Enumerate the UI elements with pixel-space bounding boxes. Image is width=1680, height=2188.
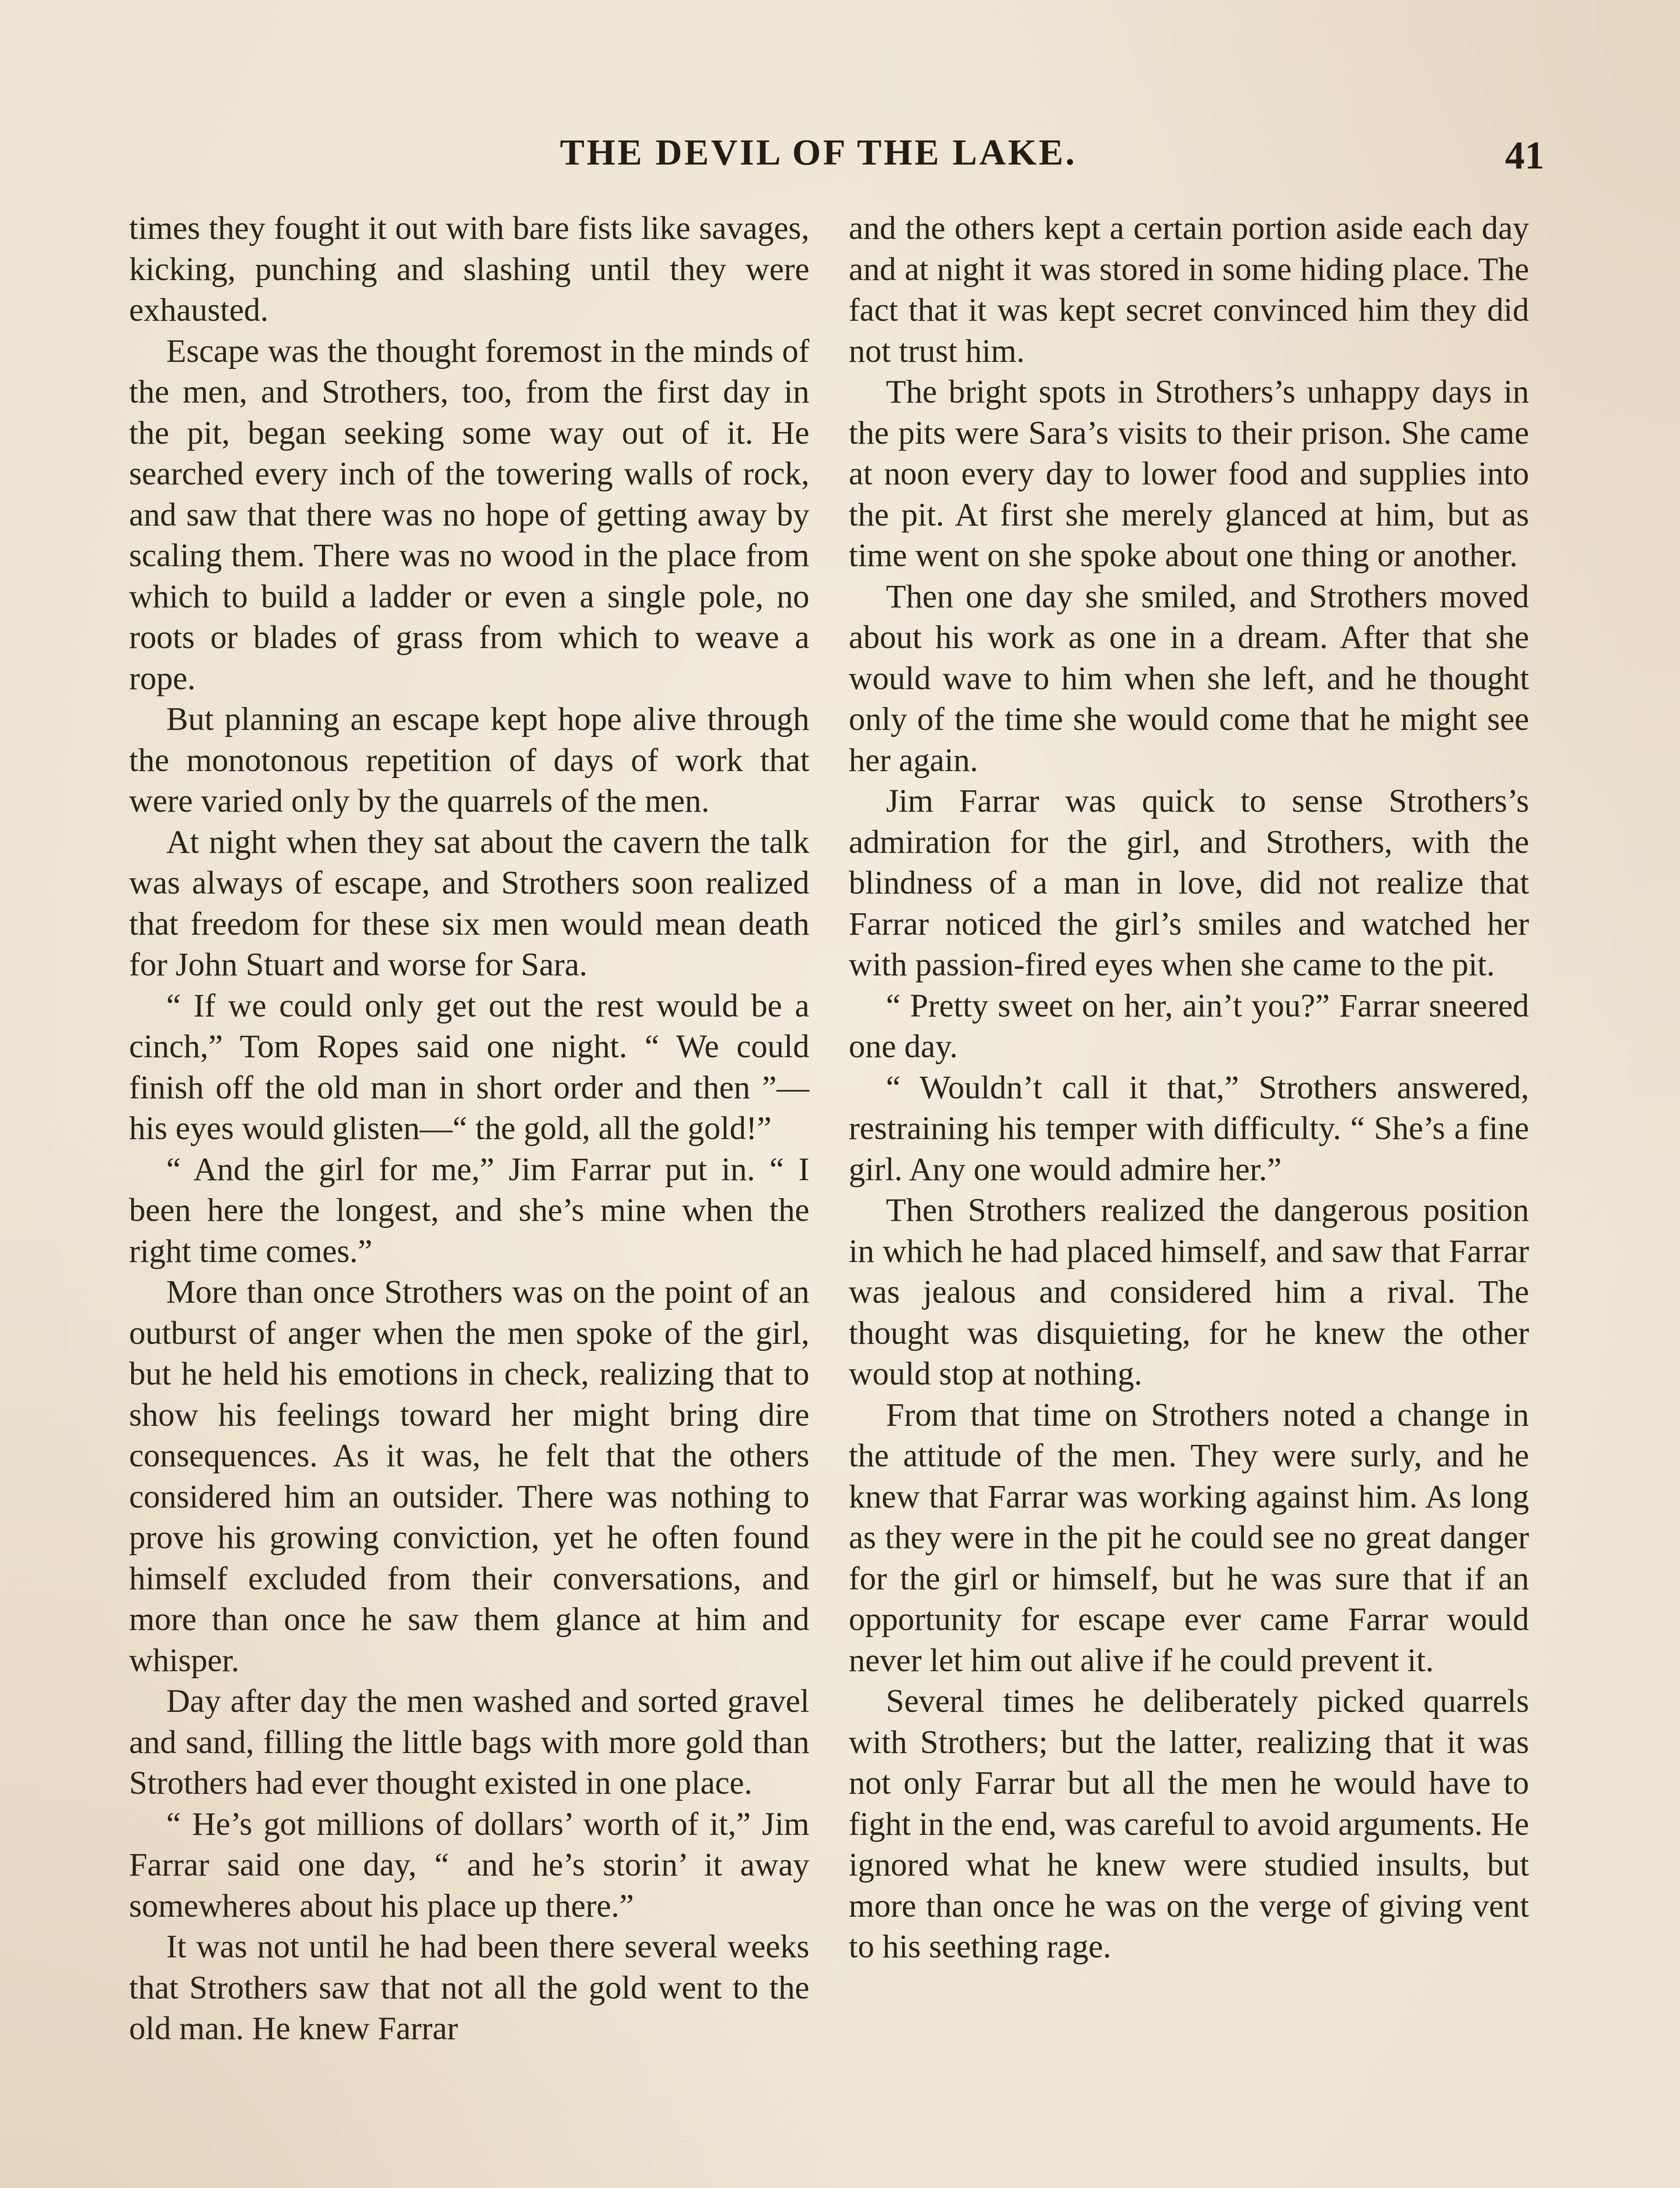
paragraph: Then Strothers realized the dangerous position in which he had placed himself, and saw that Farrar was jealous and considered him a rival. The thought was disquieting, for he knew the other would stop at nothing. xyxy=(849,1192,1529,1392)
paragraph: “ He’s got millions of dollars’ worth of it,” Jim Farrar said one day, “ and he’s storin’ it away somewheres about his place up there.” xyxy=(129,1806,809,1924)
paragraph: “ And the girl for me,” Jim Farrar put in. “ I been here the longest, and she’s mine when the right time comes.” xyxy=(129,1151,809,1269)
paragraph: The bright spots in Strothers’s unhappy days in the pits were Sara’s visits to their prison. She came at noon every day to lower food and supplies into the pit. At first she merely glanced at him, but as time went on she spoke about one thing or another. xyxy=(849,374,1529,574)
paragraph: It was not until he had been there several weeks that Strothers saw that not all the gold went to the old man. He knew Farrar xyxy=(129,1929,809,2047)
left-column xyxy=(129,208,809,2049)
paragraph: Several times he deliberately picked quarrels with Strothers; but the latter, realizing that it was not only Farrar but all the men he would have to fight in the end, was careful to avoid arguments. He ignored what he knew were studied insults, but more than once he was on the verge of giving vent to his seething rage. xyxy=(849,1683,1529,1965)
paragraph: and the others kept a certain portion aside each day and at night it was stored in some hiding place. The fact that it was kept secret convinced him they did not trust him. xyxy=(849,210,1529,369)
paragraph: Jim Farrar was quick to sense Strothers’s admiration for the girl, and Strothers, with the blindness of a man in love, did not realize that Farrar noticed the girl’s smiles and watched her with passion-fired eyes when she came to the pit. xyxy=(849,783,1529,983)
running-title: THE DEVIL OF THE LAKE. xyxy=(560,132,1077,173)
paragraph: At night when they sat about the cavern the talk was always of escape, and Strothers soon realized that freedom for these six men would mean death for John Stuart and worse for Sara. xyxy=(129,824,809,983)
paragraph: But planning an escape kept hope alive through the monotonous repetition of days of work that were varied only by the quarrels of the men. xyxy=(129,701,809,819)
paragraph: “ If we could only get out the rest would be a cinch,” Tom Ropes said one night. “ We could finish off the old man in short order and then ”—his eyes would glisten—“ the gold, all the gold!” xyxy=(129,987,809,1147)
paragraph: More than once Strothers was on the point of an outburst of anger when the men spoke of the girl, but he held his emotions in check, realizing that to show his feelings toward her might bring dire consequences. As it was, he felt that the others considered him an outsider. There was nothing to prove his growing conviction, yet he often found himself excluded from their conversations, and more than once he saw them glance at him and whisper. xyxy=(129,1274,809,1679)
page-header xyxy=(0,131,1680,184)
paragraph: Escape was the thought foremost in the minds of the men, and Strothers, too, from the first day in the pit, began seeking some way out of it. He searched every inch of the towering walls of rock, and saw that there was no hope of getting away by scaling them. There was no wood in the place from which to build a ladder or even a single pole, no roots or blades of grass from which to weave a rope. xyxy=(129,333,809,697)
paragraph: Day after day the men washed and sorted gravel and sand, filling the little bags with more gold than Strothers had ever thought existed in one place. xyxy=(129,1683,809,1801)
paragraph: times they fought it out with bare fists like savages, kicking, punching and slashing until they were exhausted. xyxy=(129,210,809,328)
paragraph: Then one day she smiled, and Strothers moved about his work as one in a dream. After that she would wave to him when she left, and he thought only of the time she would come that he might see her again. xyxy=(849,578,1529,778)
paragraph: “ Wouldn’t call it that,” Strothers answered, restraining his temper with difficulty. “ She’s a fine girl. Any one would admire her.” xyxy=(849,1069,1529,1188)
paragraph: “ Pretty sweet on her, ain’t you?” Farrar sneered one day. xyxy=(849,987,1529,1065)
page-number: 41 xyxy=(1505,134,1544,177)
right-column xyxy=(849,208,1529,1967)
paragraph: From that time on Strothers noted a change in the attitude of the men. They were surly, and he knew that Farrar was working against him. As long as they were in the pit he could see no great danger for the girl or himself, but he was sure that if an opportunity for escape ever came Farrar would never let him out alive if he could prevent it. xyxy=(849,1396,1529,1679)
